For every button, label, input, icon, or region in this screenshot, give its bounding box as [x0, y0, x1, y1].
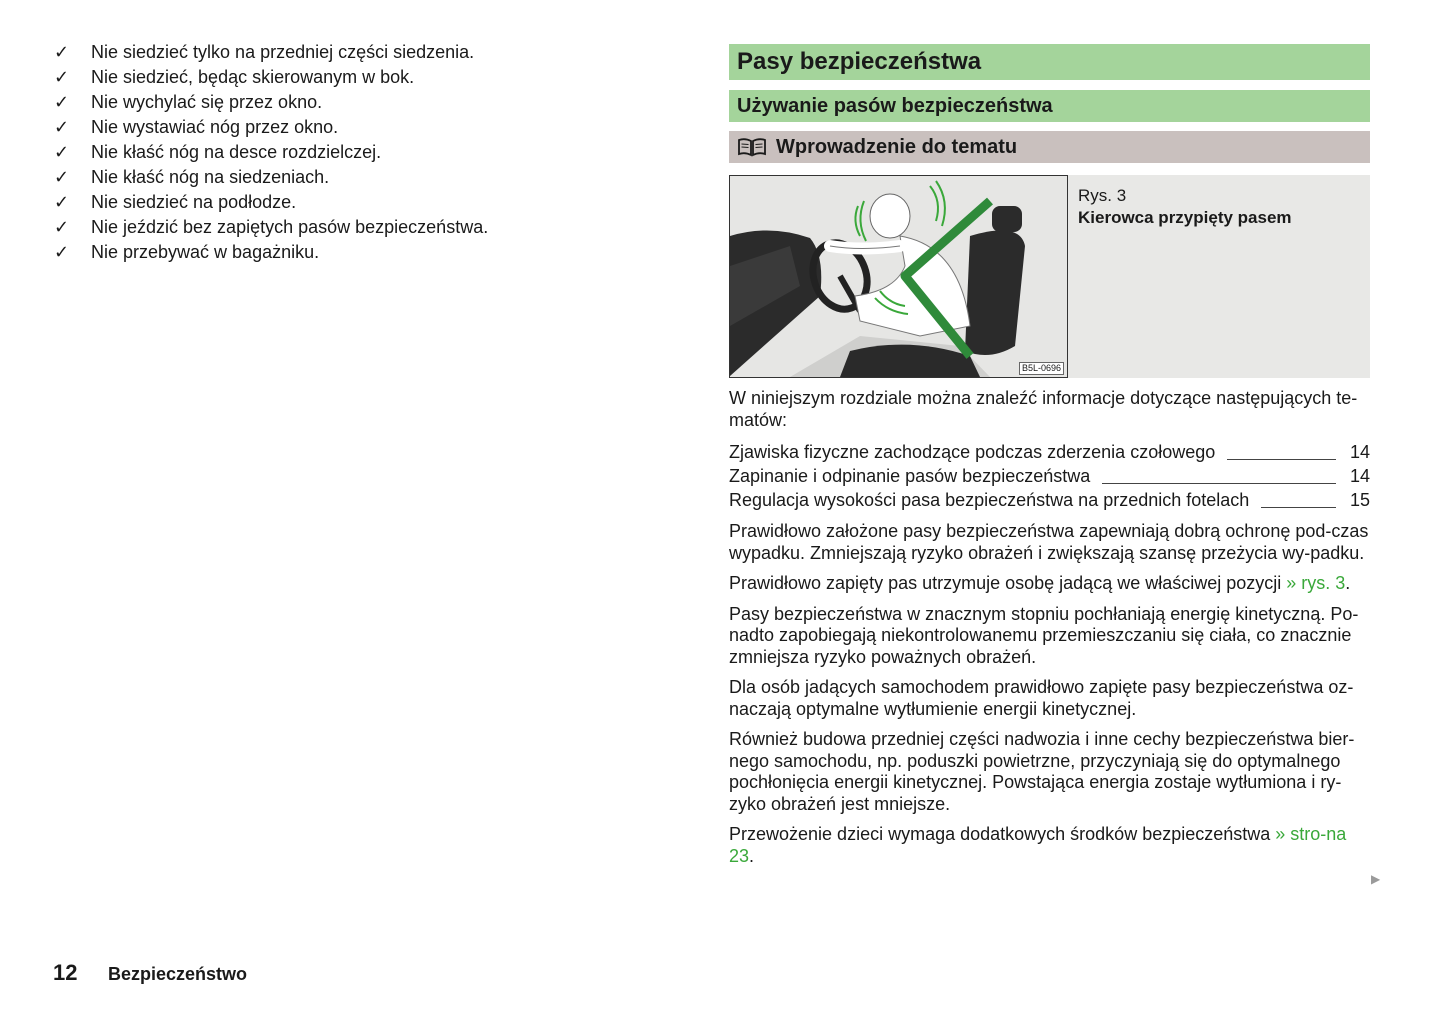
left-column — [52, 40, 612, 265]
intro-paragraph: W niniejszym rozdziale można znaleźć informacje dotyczące następujących te-matów: — [729, 388, 1358, 430]
check-icon: ✓ — [54, 142, 70, 162]
topic-heading-label: Wprowadzenie do tematu — [776, 135, 1018, 158]
body-paragraph: Również budowa przedniej części nadwozia i inne cechy bezpieczeństwa bier-nego samochodu, np. poduszki powietrzne, przyczyniają się do optymalnego pochłonięcia energii kinetycznej. Powstająca energia zostaje wytłumiona i ry-zyko obrażeń jest mniejsze. — [729, 729, 1355, 814]
toc-entry[interactable]: Zapinanie i odpinanie pasów bezpieczeństwa 14 — [729, 466, 1370, 486]
subsection-heading: Używanie pasów bezpieczeństwa — [729, 90, 1370, 122]
driver-seatbelt-illustration — [730, 176, 1067, 377]
body-paragraph: Prawidłowo zapięty pas utrzymuje osobę jadącą we właściwej pozycji » rys. 3. — [729, 573, 1351, 593]
toc-entry[interactable]: Regulacja wysokości pasa bezpieczeństwa na przednich fotelach 15 — [729, 490, 1370, 510]
book-icon — [737, 137, 767, 157]
body-paragraph: Przewożenie dzieci wymaga dodatkowych środków bezpieczeństwa » stro-na 23. — [729, 824, 1347, 866]
list-item: ✓ Nie wystawiać nóg przez okno. — [52, 115, 612, 140]
check-icon: ✓ — [54, 167, 70, 187]
topic-heading — [729, 131, 1370, 163]
section-heading: Pasy bezpieczeństwa — [729, 44, 1370, 80]
list-item: ✓ Nie siedzieć na podłodze. — [52, 190, 612, 215]
page-link[interactable]: » stro-na 23 — [729, 824, 1347, 866]
check-icon: ✓ — [54, 67, 70, 87]
list-item: ✓ Nie siedzieć, będąc skierowanym w bok. — [52, 65, 612, 90]
body-paragraph: Pasy bezpieczeństwa w znacznym stopniu pochłaniają energię kinetyczną. Po-nadto zapobiegają niekontrolowanemu przemieszczaniu się ciała, co znacznie zmniejsza ryzyko poważnych obrażeń. — [729, 603, 1359, 667]
list-item: ✓ Nie kłaść nóg na desce rozdzielczej. — [52, 140, 612, 165]
list-item: ✓ Nie siedzieć tylko na przedniej części siedzenia. — [52, 40, 612, 65]
page-footer — [53, 960, 247, 986]
topic-list — [729, 440, 1370, 512]
check-icon: ✓ — [54, 117, 70, 137]
check-icon: ✓ — [54, 42, 70, 62]
check-icon: ✓ — [54, 192, 70, 212]
next-page-arrow-icon[interactable]: ▶ — [1371, 872, 1381, 886]
figure-title: Kierowca przypięty pasem — [1078, 208, 1292, 227]
figure-link[interactable]: » rys. 3 — [1286, 573, 1346, 593]
body-paragraph: Prawidłowo założone pasy bezpieczeństwa zapewniają dobrą ochronę pod-czas wypadku. Zmniejszają ryzyko obrażeń i zwiększają szansę przeżycia wy-padku. — [729, 521, 1369, 563]
body-paragraph: Dla osób jadących samochodem prawidłowo zapięte pasy bezpieczeństwa oz-naczają optymalne wytłumienie energii kinetycznej. — [729, 677, 1354, 719]
figure-image — [729, 175, 1068, 378]
toc-entry[interactable]: Zjawiska fizyczne zachodzące podczas zderzenia czołowego 14 — [729, 442, 1370, 462]
page-number: 12 — [53, 960, 78, 985]
checklist — [52, 40, 612, 265]
footer-section-title: Bezpieczeństwo — [108, 964, 248, 984]
check-icon: ✓ — [54, 92, 70, 112]
list-item: ✓ Nie jeździć bez zapiętych pasów bezpieczeństwa. — [52, 215, 612, 240]
right-column — [729, 44, 1370, 867]
figure — [729, 175, 1370, 378]
figure-code: B5L-0696 — [1019, 362, 1064, 375]
figure-number: Rys. 3 — [1078, 186, 1127, 205]
check-icon: ✓ — [54, 242, 70, 262]
list-item: ✓ Nie wychylać się przez okno. — [52, 90, 612, 115]
figure-caption — [1068, 175, 1370, 378]
check-icon: ✓ — [54, 217, 70, 237]
list-item: ✓ Nie kłaść nóg na siedzeniach. — [52, 165, 612, 190]
list-item: ✓ Nie przebywać w bagażniku. — [52, 240, 612, 265]
